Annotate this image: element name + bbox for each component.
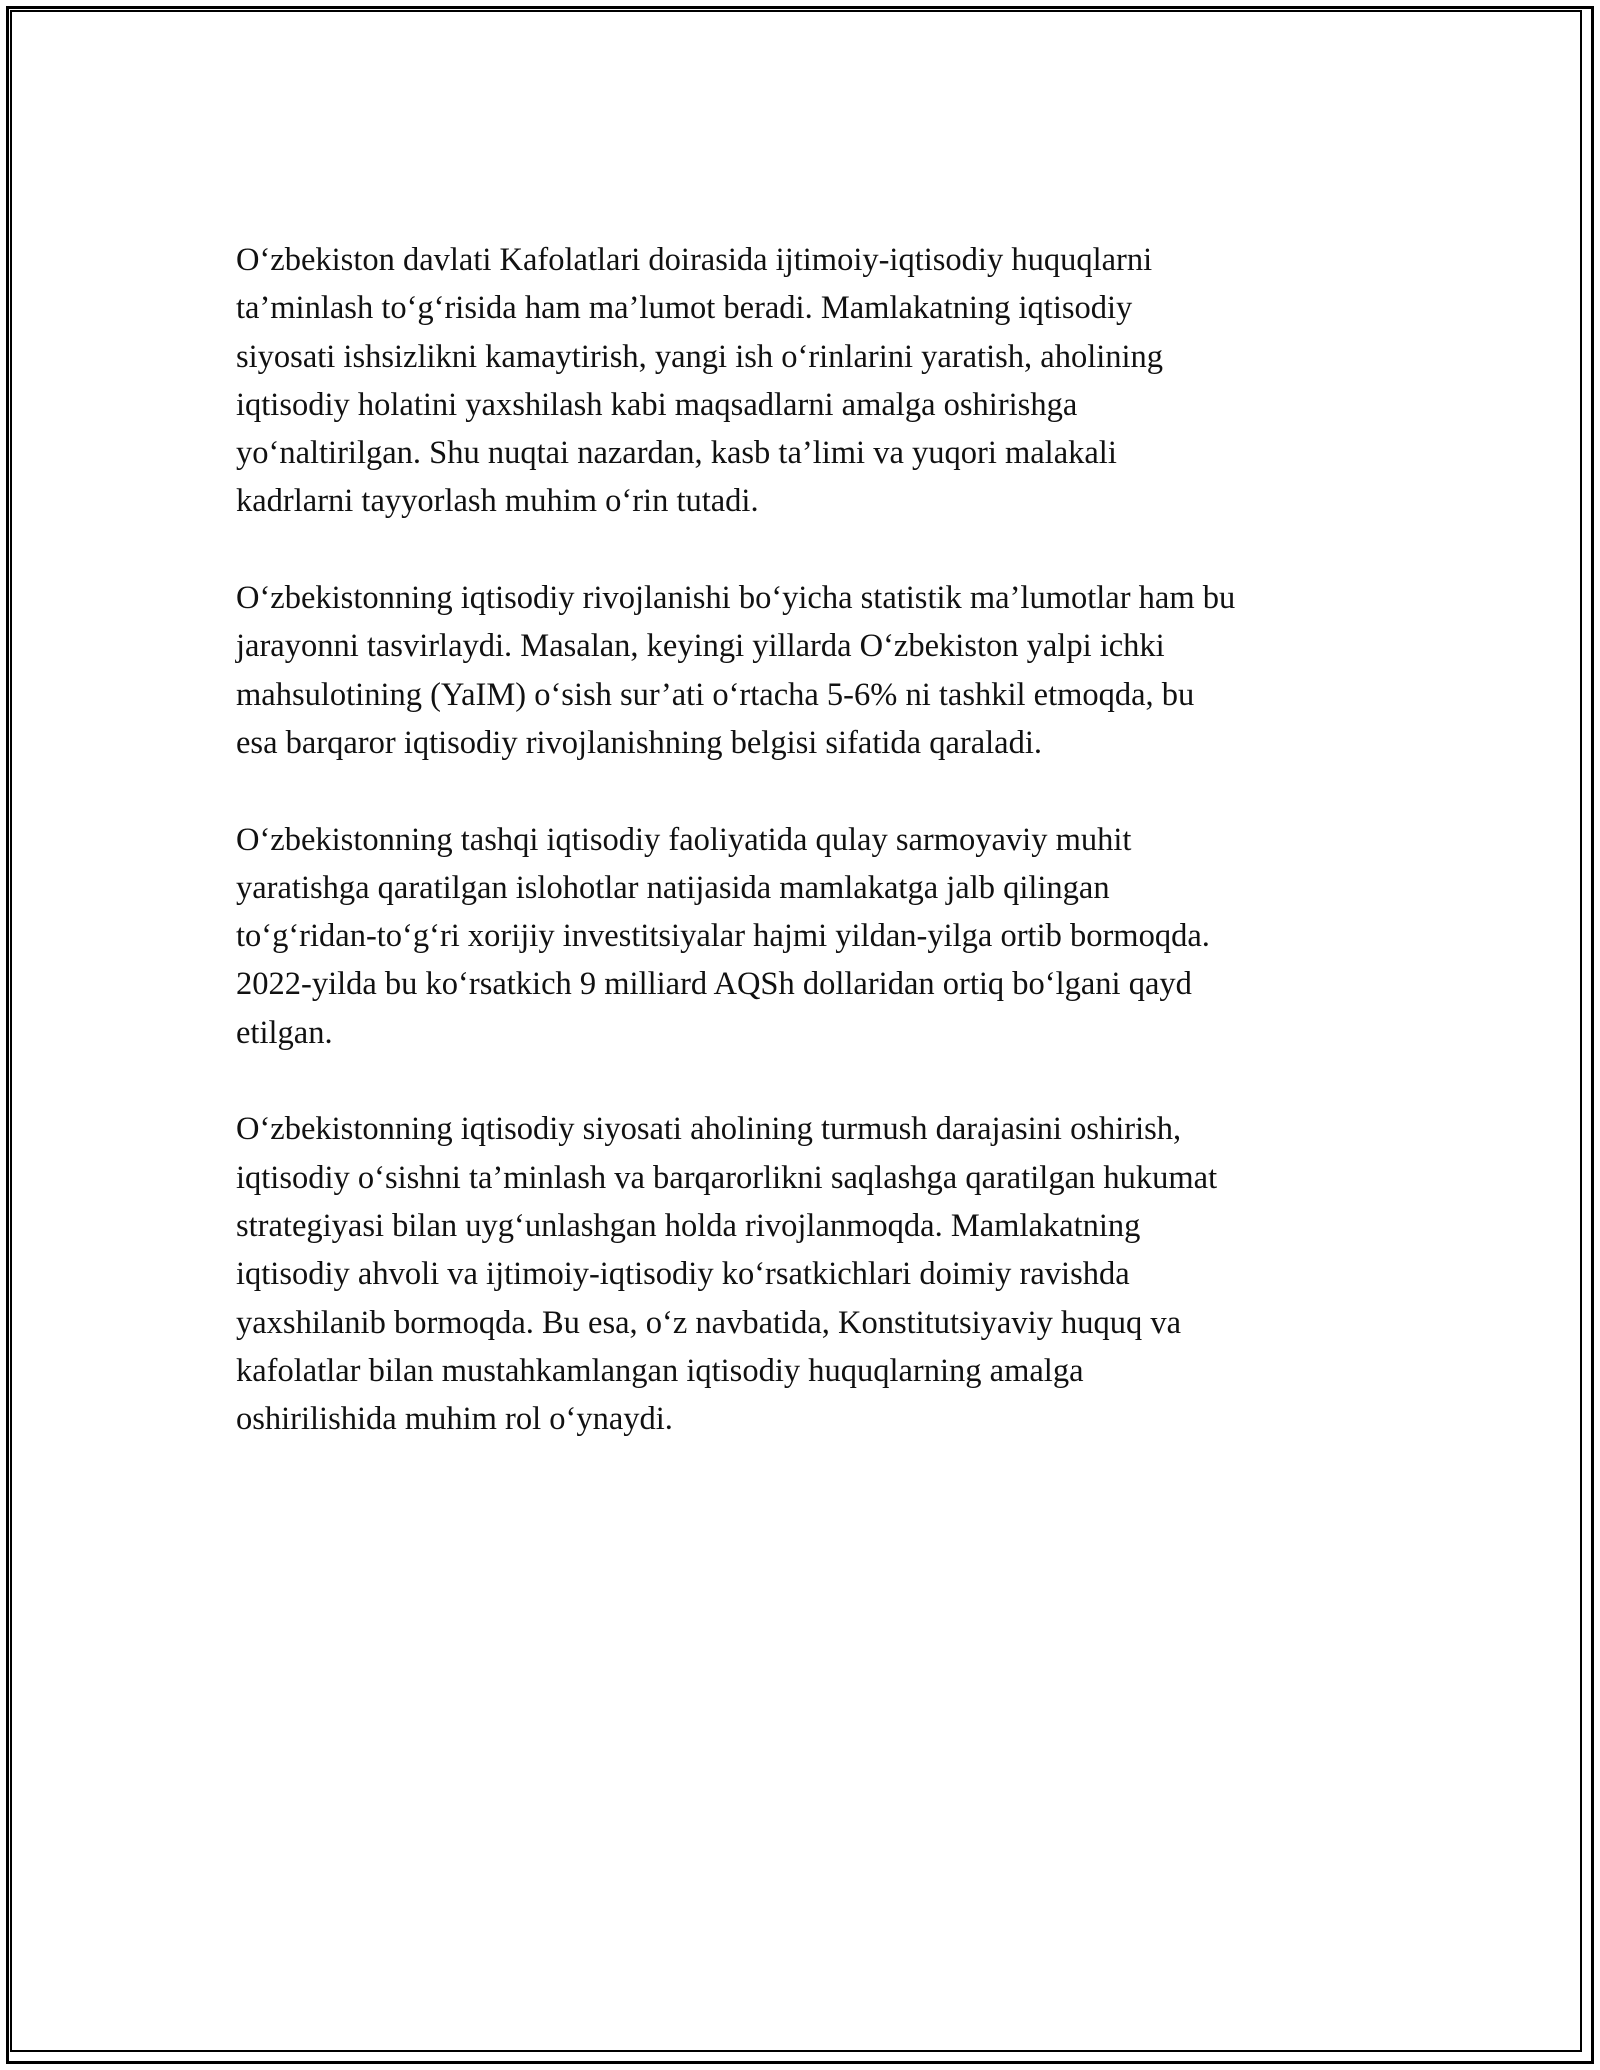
- text-line: mahsulotining (YaIM) o‘sish sur’ati o‘rtacha 5-6% ni tashkil etmoqda, bu: [236, 676, 1195, 713]
- text-line: iqtisodiy ahvoli va ijtimoiy-iqtisodiy ko‘rsatkichlari doimiy ravishda: [236, 1256, 1130, 1293]
- text-line: O‘zbekistonning tashqi iqtisodiy faoliyatida qulay sarmoyaviy muhit: [236, 821, 1132, 858]
- text-line: O‘zbekistonning iqtisodiy rivojlanishi bo‘yicha statistik ma’lumotlar ham bu: [236, 580, 1236, 617]
- text-line: siyosati ishsizlikni kamaytirish, yangi ish o‘rinlarini yaratish, aholining: [236, 338, 1164, 375]
- text-line: esa barqaror iqtisodiy rivojlanishning belgisi sifatida qaraladi.: [236, 724, 1042, 761]
- document-body: [236, 236, 1376, 1443]
- text-line: O‘zbekistonning iqtisodiy siyosati aholining turmush darajasini oshirish,: [236, 1111, 1182, 1148]
- text-line: kadrlarni tayyorlash muhim o‘rin tutadi.: [236, 483, 759, 520]
- text-line: etilgan.: [236, 1014, 333, 1051]
- text-line: yaxshilanib bormoqda. Bu esa, o‘z navbatida, Konstitutsiyaviy huquq va: [236, 1304, 1182, 1341]
- paragraph-1: [236, 236, 1376, 526]
- text-line: iqtisodiy holatini yaxshilash kabi maqsadlarni amalga oshirishga: [236, 386, 1078, 423]
- text-line: oshirilishida muhim rol o‘ynaydi.: [236, 1401, 673, 1438]
- text-line: strategiyasi bilan uyg‘unlashgan holda rivojlanmoqda. Mamlakatning: [236, 1207, 1141, 1244]
- text-line: 2022-yilda bu ko‘rsatkich 9 milliard AQSh dollaridan ortiq bo‘lgani qayd: [236, 966, 1192, 1003]
- text-line: ta’minlash to‘g‘risida ham ma’lumot beradi. Mamlakatning iqtisodiy: [236, 290, 1133, 327]
- paragraph-3: [236, 816, 1376, 1057]
- text-line: yaratishga qaratilgan islohotlar natijasida mamlakatga jalb qilingan: [236, 869, 1110, 906]
- paragraph-2: [236, 574, 1376, 767]
- text-line: iqtisodiy o‘sishni ta’minlash va barqarorlikni saqlashga qaratilgan hukumat: [236, 1159, 1218, 1196]
- text-line: kafolatlar bilan mustahkamlangan iqtisodiy huquqlarning amalga: [236, 1352, 1084, 1389]
- text-line: to‘g‘ridan-to‘g‘ri xorijiy investitsiyalar hajmi yildan-yilga ortib bormoqda.: [236, 918, 1210, 955]
- paragraph-4: [236, 1105, 1376, 1443]
- text-line: jarayonni tasvirlaydi. Masalan, keyingi yillarda O‘zbekiston yalpi ichki: [236, 628, 1165, 665]
- text-line: yo‘naltirilgan. Shu nuqtai nazardan, kasb ta’limi va yuqori malakali: [236, 435, 1117, 472]
- text-line: O‘zbekiston davlati Kafolatlari doirasida ijtimoiy-iqtisodiy huquqlarni: [236, 242, 1153, 278]
